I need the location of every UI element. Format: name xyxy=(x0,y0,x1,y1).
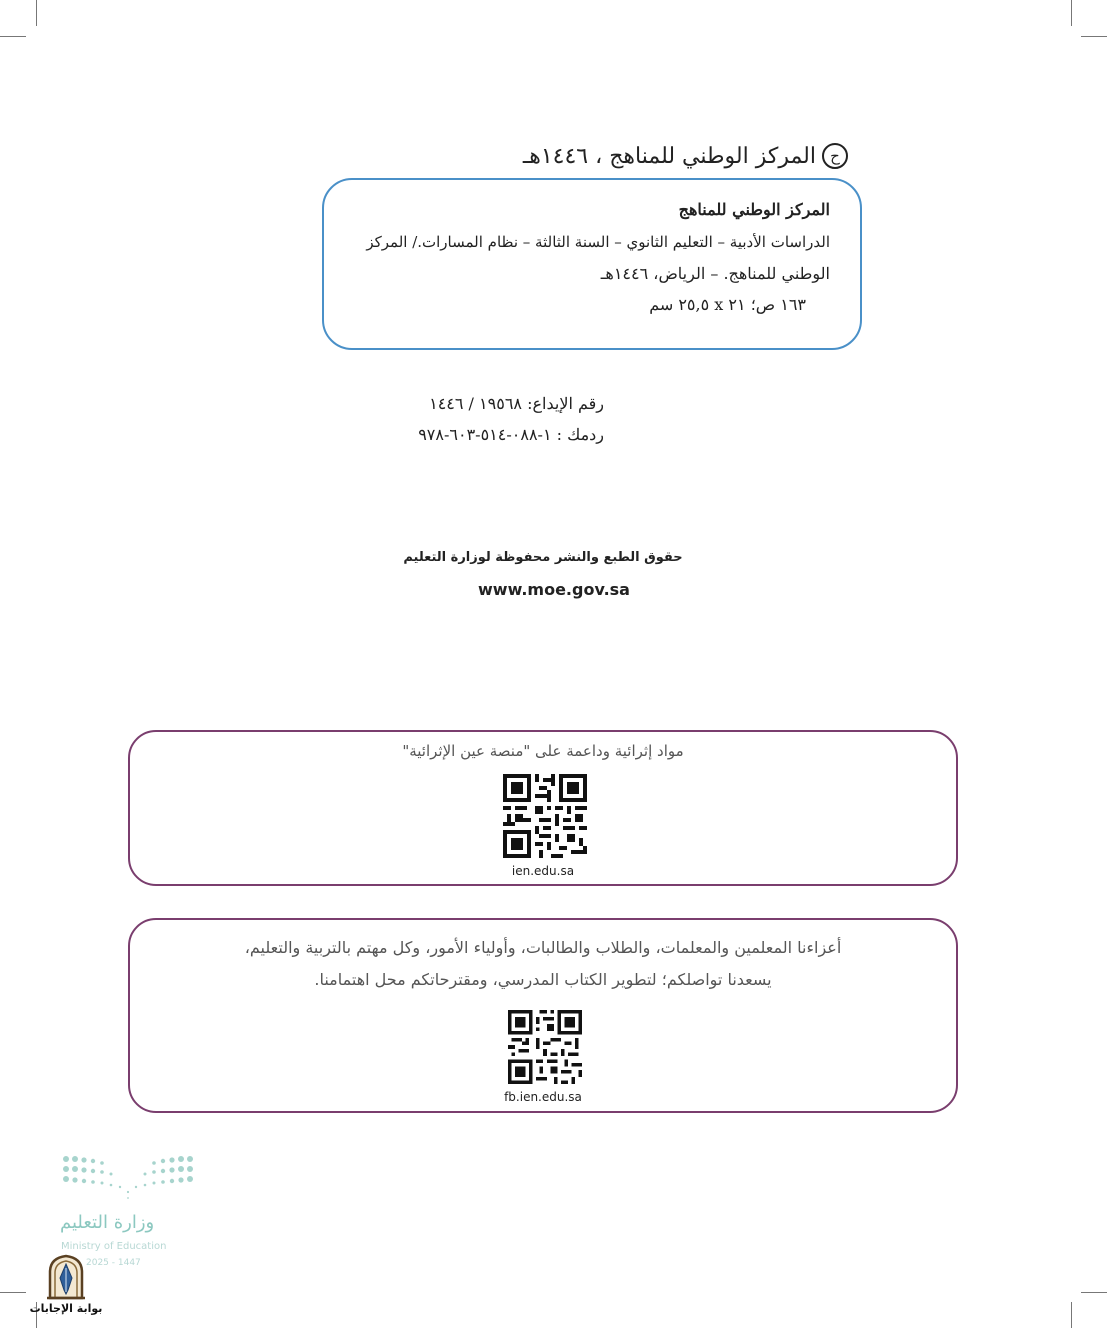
crop-mark xyxy=(0,1292,26,1293)
deposit-number: رقم الإيداع: ١٩٥٦٨ / ١٤٤٦ xyxy=(429,394,604,413)
crop-mark xyxy=(0,36,26,37)
enrichment-heading: مواد إثرائية وداعمة على "منصة عين الإثرائية" xyxy=(402,742,684,760)
ministry-website-link[interactable]: www.moe.gov.sa xyxy=(478,580,630,599)
catalog-title-line: الدراسات الأدبية – التعليم الثانوي – السنة الثالثة – نظام المسارات./ المركز xyxy=(366,233,830,251)
enrichment-qr-box xyxy=(128,730,958,886)
ministry-name-ar: وزارة التعليم xyxy=(60,1212,155,1233)
ministry-year: 2025 - 1447 xyxy=(86,1258,141,1268)
copyright-line xyxy=(480,138,848,174)
isbn-number: ردمك : ١-٠٨٨-٥١٤-٦٠٣-٩٧٨ xyxy=(418,425,604,444)
catalog-publisher-line: الوطني للمناهج. – الرياض، ١٤٤٦هـ xyxy=(600,264,830,283)
watermark-text: بوابة الإجابات xyxy=(29,1302,103,1315)
crop-mark xyxy=(1071,0,1072,26)
cataloging-box xyxy=(322,178,862,350)
feedback-qr-box xyxy=(128,918,958,1113)
answers-portal-watermark xyxy=(28,1254,104,1320)
copyright-icon: ح xyxy=(822,143,848,169)
qr-code-icon[interactable] xyxy=(508,1010,582,1084)
feedback-line-1: أعزاءنا المعلمين والمعلمات، والطلاب والطالبات، وأولياء الأمور، وكل مهتم بالتربية والتعليم، xyxy=(244,938,842,957)
crop-mark xyxy=(36,0,37,26)
ministry-name-en: Ministry of Education xyxy=(61,1241,167,1252)
crop-mark xyxy=(1071,1302,1072,1328)
qr-code-icon[interactable] xyxy=(503,774,587,858)
rights-statement: حقوق الطبع والنشر محفوظة لوزارة التعليم xyxy=(403,550,683,565)
pen-arch-icon xyxy=(44,1254,88,1300)
crop-mark xyxy=(1081,1292,1107,1293)
crop-mark xyxy=(1081,36,1107,37)
feedback-url[interactable]: fb.ien.edu.sa xyxy=(504,1090,582,1104)
enrichment-url[interactable]: ien.edu.sa xyxy=(511,864,575,878)
feedback-line-2: يسعدنا تواصلكم؛ لتطوير الكتاب المدرسي، ومقترحاتكم محل اهتمامنا. xyxy=(314,970,772,989)
catalog-author: المركز الوطني للمناهج xyxy=(678,200,830,219)
ministry-dots-icon xyxy=(58,1152,198,1202)
catalog-extent-line: ١٦٣ ص؛ ٢١ x ٢٥,٥ سم xyxy=(649,295,806,314)
copyright-text: المركز الوطني للمناهج ، ١٤٤٦هـ xyxy=(522,143,816,169)
